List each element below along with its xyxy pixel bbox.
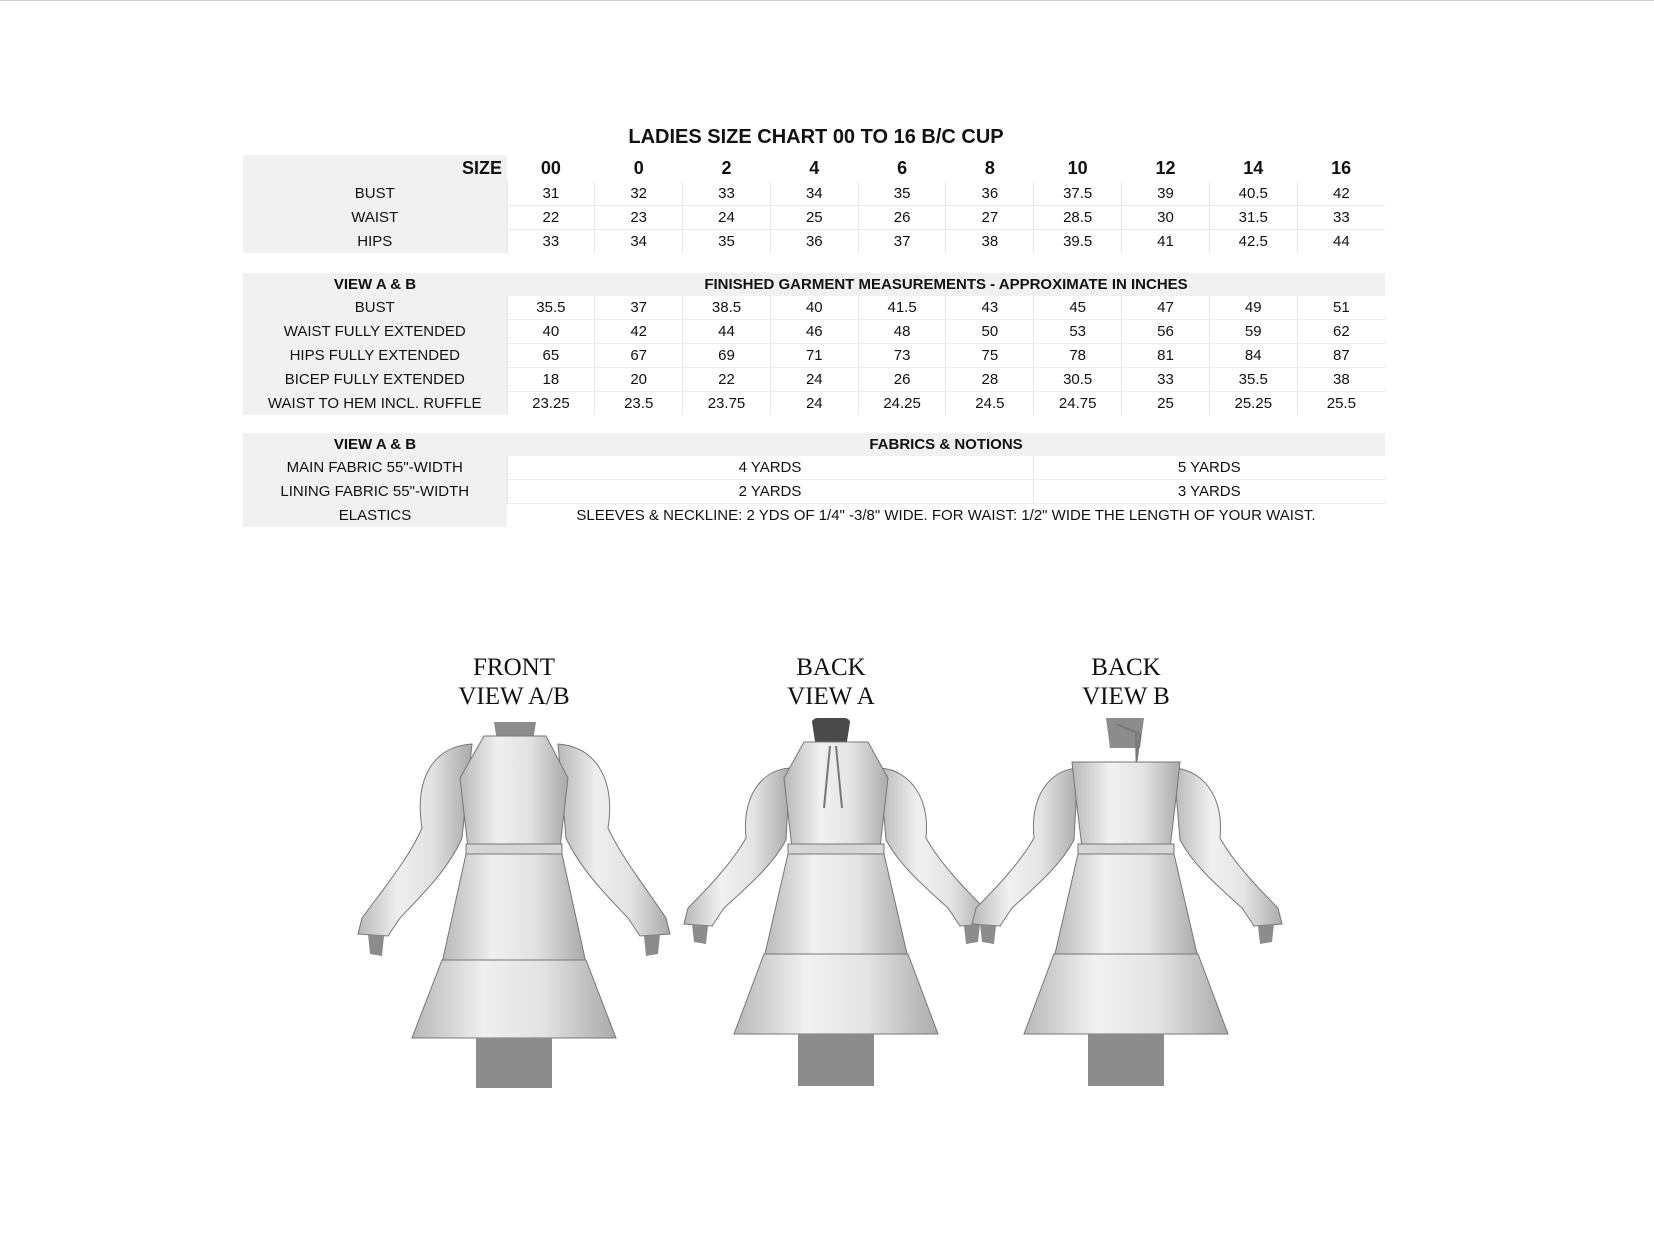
right-hand-shape: [644, 934, 660, 956]
table-cell: 30.5: [1034, 368, 1122, 392]
skirt-shape: [442, 854, 586, 963]
table-cell: 2 YARDS: [507, 480, 1033, 504]
table-cell: 24: [770, 392, 858, 416]
top-border: [0, 0, 1654, 1]
table-cell: 53: [1034, 320, 1122, 344]
table-cell: 34: [595, 230, 683, 254]
fabrics-header-label: VIEW A & B: [243, 433, 507, 456]
legs-shape: [798, 1034, 874, 1086]
table-cell: 4 YARDS: [507, 456, 1033, 480]
body-size-table: [243, 155, 1385, 253]
table-cell: 42: [1297, 182, 1385, 206]
view-label-line: FRONT: [473, 654, 555, 681]
table-cell: 25: [1122, 392, 1210, 416]
table-row: [243, 480, 1385, 504]
skirt-shape: [1054, 854, 1198, 958]
table-cell: 41: [1122, 230, 1210, 254]
table-cell: 42: [595, 320, 683, 344]
table-cell: 27: [946, 206, 1034, 230]
size-header-label: SIZE: [243, 155, 507, 182]
table-cell: 24: [770, 368, 858, 392]
table-row: [243, 344, 1385, 368]
finished-header-row: [243, 273, 1385, 296]
skirt-shape: [764, 854, 908, 958]
table-cell: 73: [858, 344, 946, 368]
front-dress-illustration: [354, 718, 674, 1118]
table-cell: 49: [1209, 296, 1297, 320]
table-cell: 23: [595, 206, 683, 230]
table-cell: 56: [1122, 320, 1210, 344]
table-cell: 35.5: [507, 296, 595, 320]
table-row: [243, 320, 1385, 344]
table-cell: 44: [1297, 230, 1385, 254]
table-cell: 37: [595, 296, 683, 320]
table-row: [243, 296, 1385, 320]
row-label: HIPS FULLY EXTENDED: [243, 344, 507, 368]
row-label: WAIST TO HEM INCL. RUFFLE: [243, 392, 507, 416]
table-cell: 59: [1209, 320, 1297, 344]
row-label: MAIN FABRIC 55"-WIDTH: [243, 456, 507, 480]
table-cell: 3 YARDS: [1033, 480, 1385, 504]
table-row: [243, 230, 1385, 254]
table-cell: 25.25: [1209, 392, 1297, 416]
ruffle-shape: [412, 960, 616, 1038]
size-header-cell: 14: [1243, 158, 1264, 178]
table-cell: 50: [946, 320, 1034, 344]
table-cell: 39.5: [1034, 230, 1122, 254]
table-cell: 35: [683, 230, 771, 254]
table-cell: 22: [683, 368, 771, 392]
table-cell: 67: [595, 344, 683, 368]
table-cell: 23.75: [683, 392, 771, 416]
table-cell: 24: [683, 206, 771, 230]
table-cell: 25: [770, 206, 858, 230]
legs-shape: [1088, 1034, 1164, 1086]
row-label: BICEP FULLY EXTENDED: [243, 368, 507, 392]
table-cell: 69: [683, 344, 771, 368]
row-label: BUST: [243, 296, 507, 320]
table-cell: 18: [507, 368, 595, 392]
ruffle-shape: [1024, 954, 1228, 1034]
right-sleeve-shape: [1174, 768, 1282, 926]
back-view-a-label: [731, 653, 931, 711]
row-label: ELASTICS: [243, 504, 507, 528]
size-header-cell: 6: [897, 158, 908, 178]
row-label: BUST: [243, 182, 507, 206]
table-row: [243, 504, 1385, 528]
table-cell: 39: [1122, 182, 1210, 206]
table-cell: 43: [946, 296, 1034, 320]
table-cell: 23.25: [507, 392, 595, 416]
table-cell: 38: [1297, 368, 1385, 392]
table-cell: 51: [1297, 296, 1385, 320]
table-cell: 71: [770, 344, 858, 368]
size-chart-title: LADIES SIZE CHART 00 TO 16 B/C CUP: [628, 126, 1004, 148]
waistband-shape: [1078, 844, 1174, 854]
table-cell: 44: [683, 320, 771, 344]
table-cell: 48: [858, 320, 946, 344]
table-cell: 37: [858, 230, 946, 254]
size-header-cell: 2: [721, 158, 732, 178]
size-header-row: [243, 155, 1385, 182]
table-row: [243, 368, 1385, 392]
table-cell: 45: [1034, 296, 1122, 320]
table-cell: 40: [507, 320, 595, 344]
table-row: [243, 206, 1385, 230]
fabrics-header-row: [243, 433, 1385, 456]
finished-header-label: VIEW A & B: [243, 273, 507, 296]
row-label: WAIST FULLY EXTENDED: [243, 320, 507, 344]
right-hand-shape: [1258, 924, 1274, 944]
table-row: [243, 182, 1385, 206]
row-label: WAIST: [243, 206, 507, 230]
table-cell: 40: [770, 296, 858, 320]
size-header-cell: 16: [1331, 158, 1352, 178]
left-sleeve-shape: [684, 768, 790, 926]
table-cell: 25.5: [1297, 392, 1385, 416]
table-cell: 42.5: [1209, 230, 1297, 254]
table-cell: 38: [946, 230, 1034, 254]
fabrics-header-title: FABRICS & NOTIONS: [507, 433, 1385, 456]
table-cell: 33: [1297, 206, 1385, 230]
left-hand-shape: [692, 924, 708, 944]
table-cell: 24.5: [946, 392, 1034, 416]
size-header-cell: 12: [1155, 158, 1176, 178]
table-cell: 81: [1122, 344, 1210, 368]
size-header-cell: 8: [984, 158, 995, 178]
table-cell: 34: [770, 182, 858, 206]
table-row: [243, 392, 1385, 416]
table-row: [243, 456, 1385, 480]
row-label: LINING FABRIC 55"-WIDTH: [243, 480, 507, 504]
table-cell: 33: [683, 182, 771, 206]
left-hand-shape: [368, 934, 384, 956]
table-cell: 41.5: [858, 296, 946, 320]
back-view-a-dress-illustration: [680, 718, 1000, 1118]
table-cell: 24.25: [858, 392, 946, 416]
fabrics-notions-table: [243, 433, 1385, 527]
table-cell: 38.5: [683, 296, 771, 320]
table-cell: 37.5: [1034, 182, 1122, 206]
table-cell: 62: [1297, 320, 1385, 344]
table-cell: 87: [1297, 344, 1385, 368]
row-label: HIPS: [243, 230, 507, 254]
size-header-cell: 0: [633, 158, 644, 178]
size-header-cell: 00: [540, 158, 561, 178]
left-sleeve-shape: [972, 768, 1078, 926]
front-view-label: [414, 653, 614, 711]
table-cell: 75: [946, 344, 1034, 368]
bodice-shape: [1072, 762, 1180, 848]
view-label-line: VIEW B: [1082, 683, 1170, 710]
table-cell: 23.5: [595, 392, 683, 416]
ruffle-shape: [734, 954, 938, 1034]
table-cell: 22: [507, 206, 595, 230]
view-label-line: VIEW A: [787, 683, 875, 710]
table-cell: 26: [858, 206, 946, 230]
table-cell: 20: [595, 368, 683, 392]
table-cell: 65: [507, 344, 595, 368]
back-view-b-label: [1026, 653, 1226, 711]
bodice-shape: [784, 742, 888, 848]
view-label-line: BACK: [1091, 654, 1161, 681]
table-cell: 78: [1034, 344, 1122, 368]
size-header-cell: 10: [1067, 158, 1088, 178]
left-hand-shape: [980, 924, 996, 944]
table-cell: 35: [858, 182, 946, 206]
view-label-line: VIEW A/B: [458, 683, 570, 710]
bodice-shape: [460, 736, 568, 848]
table-cell: 84: [1209, 344, 1297, 368]
table-cell: 28.5: [1034, 206, 1122, 230]
table-cell: 36: [946, 182, 1034, 206]
table-cell: 28: [946, 368, 1034, 392]
table-cell: 30: [1122, 206, 1210, 230]
view-label-line: BACK: [796, 654, 866, 681]
table-cell: 26: [858, 368, 946, 392]
back-view-b-dress-illustration: [968, 718, 1288, 1118]
table-cell: 47: [1122, 296, 1210, 320]
finished-header-title: FINISHED GARMENT MEASUREMENTS - APPROXIMATE IN INCHES: [507, 273, 1385, 296]
waistband-shape: [788, 844, 884, 854]
legs-shape: [476, 1038, 552, 1088]
table-cell: 36: [770, 230, 858, 254]
table-cell: 31.5: [1209, 206, 1297, 230]
finished-garment-table: [243, 273, 1385, 415]
table-cell: 35.5: [1209, 368, 1297, 392]
table-cell: 33: [1122, 368, 1210, 392]
waistband-shape: [466, 844, 562, 854]
size-header-cell: 4: [809, 158, 820, 178]
table-cell: 32: [595, 182, 683, 206]
table-cell: 5 YARDS: [1033, 456, 1385, 480]
table-cell: 24.75: [1034, 392, 1122, 416]
table-cell: 40.5: [1209, 182, 1297, 206]
table-cell: 46: [770, 320, 858, 344]
right-sleeve-shape: [558, 744, 670, 936]
table-cell: 31: [507, 182, 595, 206]
table-cell: 33: [507, 230, 595, 254]
elastics-note: SLEEVES & NECKLINE: 2 YDS OF 1/4" -3/8" WIDE. FOR WAIST: 1/2" WIDE THE LENGTH OF YOUR WAIST.: [576, 507, 1316, 524]
